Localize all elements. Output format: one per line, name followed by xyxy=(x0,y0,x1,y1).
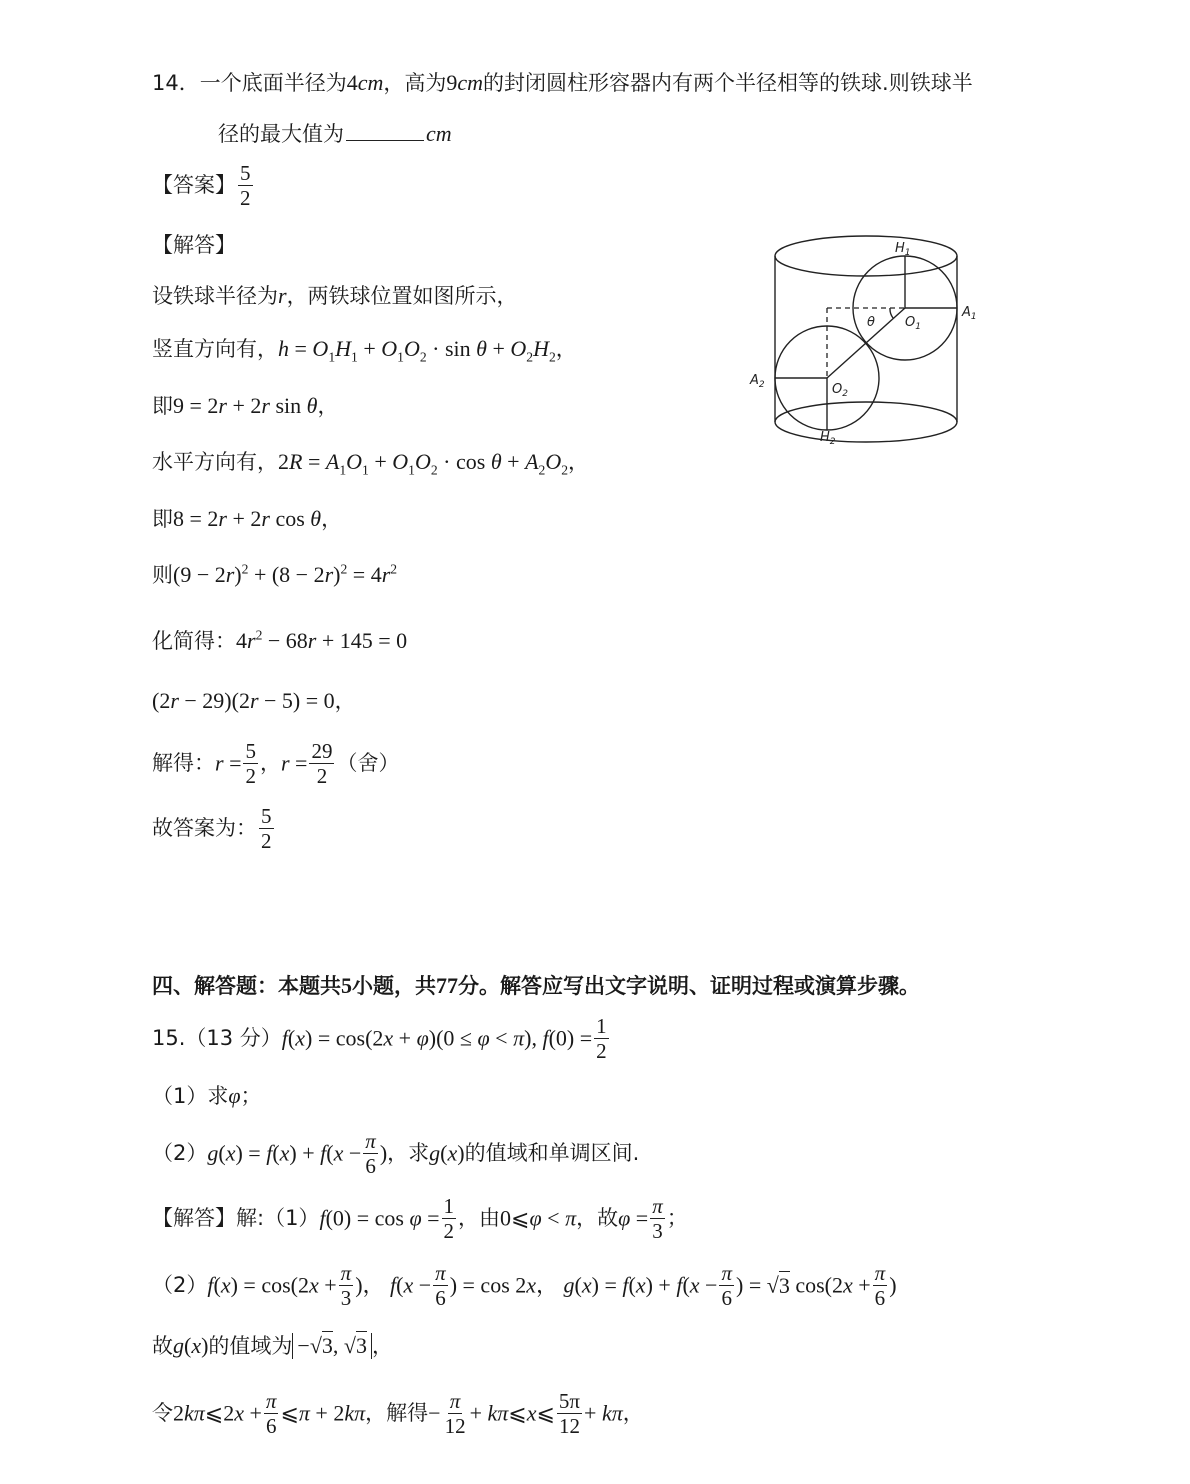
q14-sol-line4: 水平方向有，$2R = A_1O_1 + O_1O_2 \cdot \cos \theta + A_2O_2$， xyxy=(152,449,590,478)
q14-sol-line6: 则$(9 - 2r)^2 + (8 - 2r)^2 = 4r^2$ xyxy=(152,561,398,587)
q14-sol-line10: 故答案为： $\frac{5}{2}$ xyxy=(152,804,272,854)
q14-sol-line1: 设铁球半径为r，两铁球位置如图所示， xyxy=(152,283,518,308)
cylinder-spheres-figure xyxy=(740,226,990,456)
q15-stem: 15.（13 分）f(x) = cos(2x + φ)(0 ≤ φ < π), f(0) = $\frac{1}{2}$ xyxy=(152,1014,607,1064)
q15-part2: （2）g(x) = f(x) + f(x − $\frac{\pi}{6}$ )，求g(x)的值域和单调区间. xyxy=(152,1129,640,1179)
q15-range: 故g(x)的值域为 −√3, √3 ， xyxy=(152,1333,393,1358)
q14-sol-line2: 竖直方向有，$h = O_1H_1 + O_1O_2 \cdot \sin \theta + O_2H_2$， xyxy=(152,336,577,365)
q15-solution-2: （2）f(x) = cos(2x + $\frac{\pi}{3}$ )， f(x − $\frac{\pi}{6}$ ) = cos 2x， g(x) = f(x) + f(x − $\frac{\pi}{6}$ ) = √3 cos(2x + $\frac{\pi}{6}$ ) xyxy=(152,1261,897,1311)
q14-answer: 【答案】 $\frac{5}{2}$ xyxy=(152,161,251,211)
label-h1: $H_1$ xyxy=(895,241,911,258)
q14-stem-line1: 14．一个底面半径为4cm，高为9cm的封闭圆柱形容器内有两个半径相等的铁球.则铁球半 xyxy=(152,70,973,95)
q14-sol-line7: 化简得：$4r^2 - 68r + 145 = 0$ xyxy=(152,627,408,653)
q15-part1: （1）求φ； xyxy=(152,1083,262,1108)
q14-sol-line3: 即9 = 2r + 2r sin θ， xyxy=(152,393,339,418)
q15-monotone: 令2kπ⩽2x + $\frac{\pi}{6}$ ⩽π + 2kπ，解得− $\frac{\pi}{12}$ + kπ⩽x⩽ $\frac{5\pi}{12}$ + kπ， xyxy=(152,1389,644,1439)
section4-heading: 四、解答题：本题共5小题，共77分。解答应写出文字说明、证明过程或演算步骤。 xyxy=(152,973,920,998)
o1-o2-line xyxy=(827,308,905,378)
q15-solution-1: 【解答】解:（1）f(0) = cos φ = $\frac{1}{2}$ ，由0⩽φ < π，故φ = $\frac{\pi}{3}$ ； xyxy=(152,1194,688,1244)
label-a2: $A_2$ xyxy=(750,373,765,390)
answer-blank xyxy=(346,122,424,141)
label-o2: $O_2$ xyxy=(832,382,848,399)
cylinder-top-ellipse xyxy=(775,236,957,276)
q14-sol-line5: 即8 = 2r + 2r cos θ， xyxy=(152,506,343,531)
theta-arc xyxy=(890,308,893,318)
answer-fraction: $\frac{5}{2}$ xyxy=(240,161,251,211)
cylinder-bottom-ellipse xyxy=(775,402,957,442)
q14-stem-line2: 径的最大值为 cm xyxy=(218,121,452,146)
label-theta: θ xyxy=(867,315,875,330)
label-o1: $O_1$ xyxy=(905,315,921,332)
label-h2: $H_2$ xyxy=(820,430,836,447)
q14-solution-label: 【解答】 xyxy=(152,233,236,257)
q14-sol-line9: 解得：r = $\frac{5}{2}$ ，r = $\frac{29}{2}$ （舍） xyxy=(152,739,400,789)
label-a1: $A_1$ xyxy=(962,305,977,322)
q14-sol-line8: (2r − 29)(2r − 5) = 0， xyxy=(152,688,356,713)
